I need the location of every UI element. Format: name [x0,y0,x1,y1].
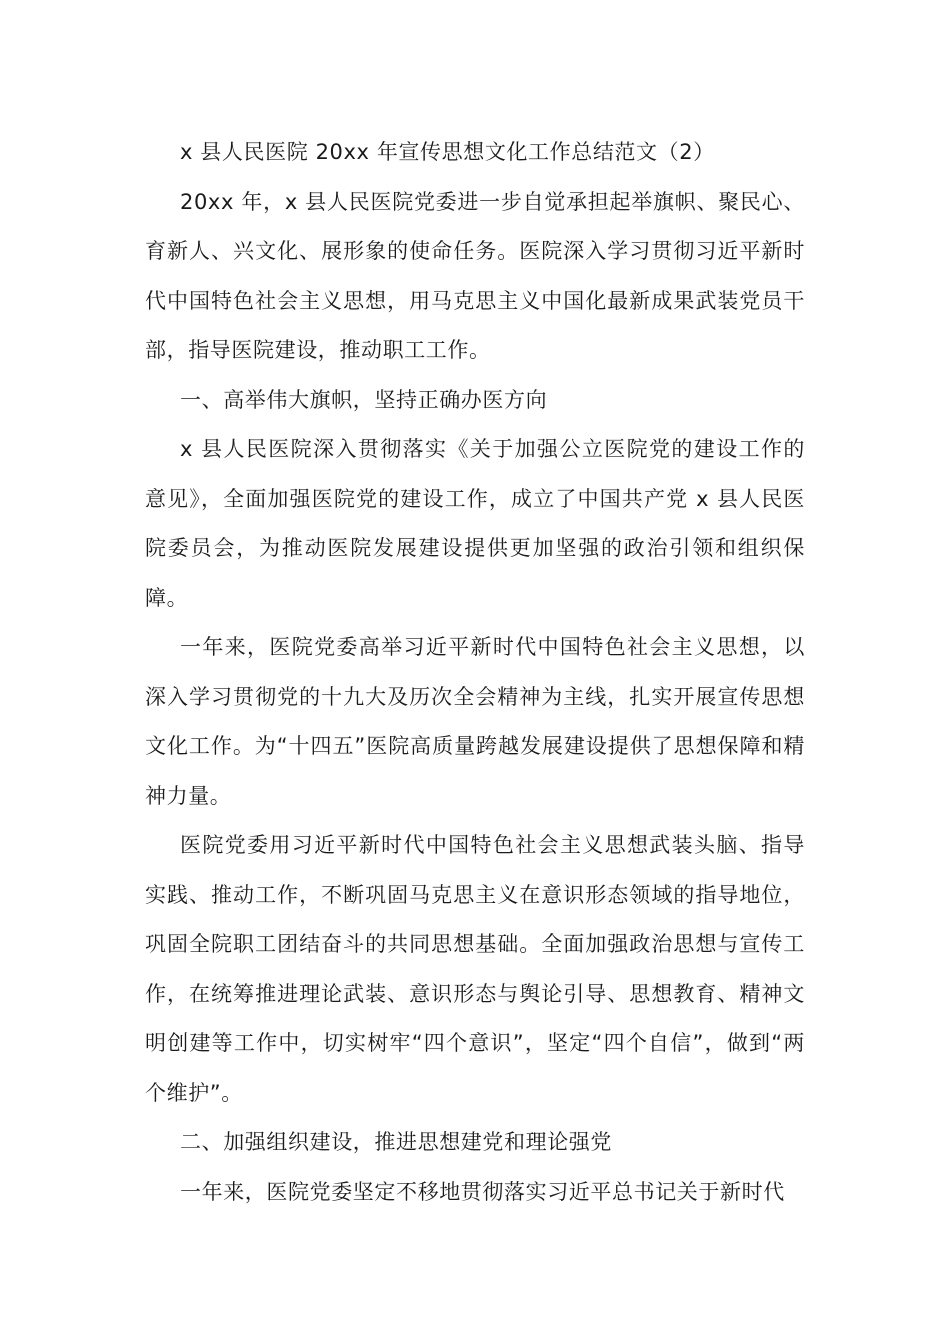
document-title: x 县人民医院 20xx 年宣传思想文化工作总结范文（2） [180,140,715,164]
paragraph-year-review: 一年来，医院党委高举习近平新时代中国特色社会主义思想，以深入学习贯彻党的十九大及历次全会精神为主线，扎实开展宣传思想文化工作。为“十四五”医院高质量跨越发展建设提供了思想保障和精神力量。 [145,635,805,808]
section-heading-1: 一、高举伟大旗帜，坚持正确办医方向 [180,387,548,412]
section-heading-2: 二、加强组织建设，推进思想建党和理论强党 [180,1130,612,1154]
paragraph-ideology: 医院党委用习近平新时代中国特色社会主义思想武装头脑、指导实践、推动工作，不断巩固马克思主义在意识形态领域的指导地位，巩固全院职工团结奋斗的共同思想基础。全面加强政治思想与宣传工作，在统筹推进理论武装、意识形态与舆论引导、思想教育、精神文明创建等工作中，切实树牢“四个意识”，坚定“四个自信”，做到“两个维护”。 [145,833,805,1105]
paragraph-intro: 20xx 年，x 县人民医院党委进一步自觉承担起举旗帜、聚民心、育新人、兴文化、展形象的使命任务。医院深入学习贯彻习近平新时代中国特色社会主义思想，用马克思主义中国化最新成果武装党员干部，指导医院建设，推动职工工作。 [145,189,805,362]
document-body [145,128,805,1217]
paragraph-organization: 一年来，医院党委坚定不移地贯彻落实习近平总书记关于新时代 [180,1179,785,1204]
paragraph-party-building: x 县人民医院深入贯彻落实《关于加强公立医院党的建设工作的意见》，全面加强医院党的建设工作，成立了中国共产党 x 县人民医院委员会，为推动医院发展建设提供更加坚强的政治引领和组织保障。 [145,437,805,610]
